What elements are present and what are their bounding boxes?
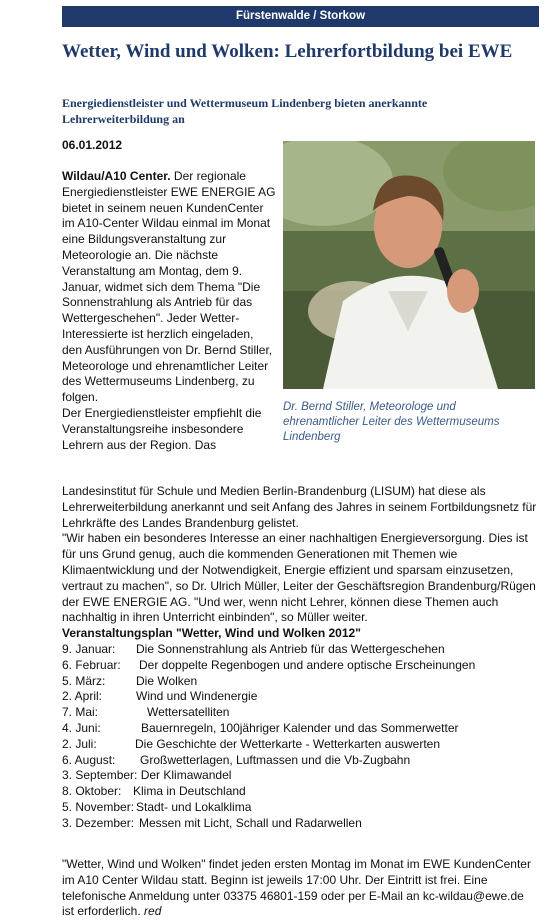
event-topic: Wettersatelliten xyxy=(147,705,230,720)
event-date: 5. März: xyxy=(62,673,106,688)
article-body xyxy=(62,484,538,832)
event-topic: Die Sonnenstrahlung als Antrieb für das Wettergeschehen xyxy=(136,641,445,656)
event-date: 3. Dezember: xyxy=(62,815,135,830)
event-plan-title: Veranstaltungsplan "Wetter, Wind und Wolken 2012" xyxy=(62,626,361,641)
event-topic: Der doppelte Regenbogen und andere optische Erscheinungen xyxy=(139,657,476,672)
article-dateline: Wildau/A10 Center. xyxy=(62,169,171,183)
event-plan-item xyxy=(62,816,538,832)
event-date: 2. Juli: xyxy=(62,736,97,751)
event-topic: Die Wolken xyxy=(136,673,198,688)
event-topic: Messen mit Licht, Schall und Radarwellen xyxy=(139,815,362,830)
event-date: 6. Februar: xyxy=(62,657,121,672)
event-plan-item xyxy=(62,784,538,800)
event-plan-item xyxy=(62,658,538,674)
event-date: 3. September: xyxy=(62,768,138,783)
event-plan-list xyxy=(62,642,538,832)
speaker-photo-illustration xyxy=(283,141,535,389)
article-date: 06.01.2012 xyxy=(62,138,123,152)
event-topic: Stadt- und Lokalklima xyxy=(136,799,252,814)
event-date: 9. Januar: xyxy=(62,641,116,656)
article-footer xyxy=(62,857,538,920)
event-plan-item xyxy=(62,674,538,690)
article-intro xyxy=(62,169,276,453)
section-banner: Fürstenwalde / Storkow xyxy=(62,6,539,27)
event-topic: Wind und Windenergie xyxy=(136,689,258,704)
event-date: 4. Juni: xyxy=(62,720,101,735)
event-topic: Großwetterlagen, Luftmassen und die Vb-Zugbahn xyxy=(140,752,411,767)
photo-caption: Dr. Bernd Stiller, Meteorologe und ehrenamtlicher Leiter des Wettermuseums Lindenberg xyxy=(283,401,500,443)
event-topic: Die Geschichte der Wetterkarte - Wetterkarten auswerten xyxy=(135,736,441,751)
article-paragraph-1: Der regionale Energiedienstleister EWE ENERGIE AG bietet in seinem neuen KundenCenter im A10-Center Wildau einmal im Monat eine Bildungsveranstaltung zur Meteorologie an. Die nächste Veranstaltung am Montag, dem 9. Januar, widmet sich dem Thema "Die Sonnenstrahlung als Antrieb für das Wettergeschehen". Jeder Wetter-Interessierte ist herzlich eingeladen, den Ausführungen von Dr. Bernd Stiller, Meteorologe und ehrenamtlicher Leiter des Wettermuseums Lindenberg, zu folgen. xyxy=(62,169,276,405)
event-topic: Der Klimawandel xyxy=(140,768,232,783)
event-plan-item xyxy=(62,737,538,753)
event-topic: Bauernregeln, 100jähriger Kalender und das Sommerwetter xyxy=(141,720,459,735)
event-date: 5. November: xyxy=(62,799,135,814)
speaker-photo xyxy=(283,141,535,389)
event-plan-item xyxy=(62,642,538,658)
event-info-text: "Wetter, Wind und Wolken" findet jeden ersten Montag im Monat im EWE KundenCenter im A10 Center Wildau statt. Beginn ist jeweils 17:00 Uhr. Der Eintritt ist frei. Eine telefonische Anmeldung unter 03375 46801-159 oder per E-Mail an kc-wildau@ewe.de ist erforderlich. xyxy=(62,857,531,919)
article-paragraph-2-start: Der Energiedienstleister empfiehlt die Veranstaltungsreihe insbesondere Lehrern aus der Region. Das xyxy=(62,405,262,452)
event-date: 8. Oktober: xyxy=(62,784,122,799)
event-plan-item xyxy=(62,689,538,705)
article-headline: Wetter, Wind und Wolken: Lehrerfortbildung bei EWE xyxy=(62,41,513,62)
event-topic: Klima in Deutschland xyxy=(133,784,246,799)
event-date: 2. April: xyxy=(62,689,103,704)
event-plan-item xyxy=(62,721,538,737)
article-paragraph-3: "Wir haben ein besonderes Interesse an einer nachhaltigen Energieversorgung. Dies ist für uns Grund genug, auch die kommenden Generationen mit Themen wie Klimaentwicklung und der Notwendigkeit, Energie effizient und sparsam einzusetzen, vertraut zu machen", so Dr. Ulrich Müller, Leiter der Geschäftsregion Brandenburg/Rügen der EWE ENERGIE AG. "Und wer, wenn nicht Lehrer, können diese Themen auch nachhaltig in ihren Unterricht einbinden", so Müller weiter. xyxy=(62,531,536,625)
event-plan-item xyxy=(62,753,538,769)
author-signature: red xyxy=(144,904,162,919)
event-date: 7. Mai: xyxy=(62,705,99,720)
event-plan-item xyxy=(62,800,538,816)
article-subheadline: Energiedienstleister und Wettermuseum Lindenberg bieten anerkannte Lehrerweiterbildung an xyxy=(62,96,428,126)
event-plan-item xyxy=(62,768,538,784)
article-paragraph-2-end: Landesinstitut für Schule und Medien Berlin-Brandenburg (LISUM) hat diese als Lehrerweiterbildung anerkannt und seit Anfang des Jahres in seinem Fortbildungsnetz für Lehrkräfte des Landes Brandenburg gelistet. xyxy=(62,484,537,530)
event-plan-item xyxy=(62,705,538,721)
event-date: 6. August: xyxy=(62,752,116,767)
